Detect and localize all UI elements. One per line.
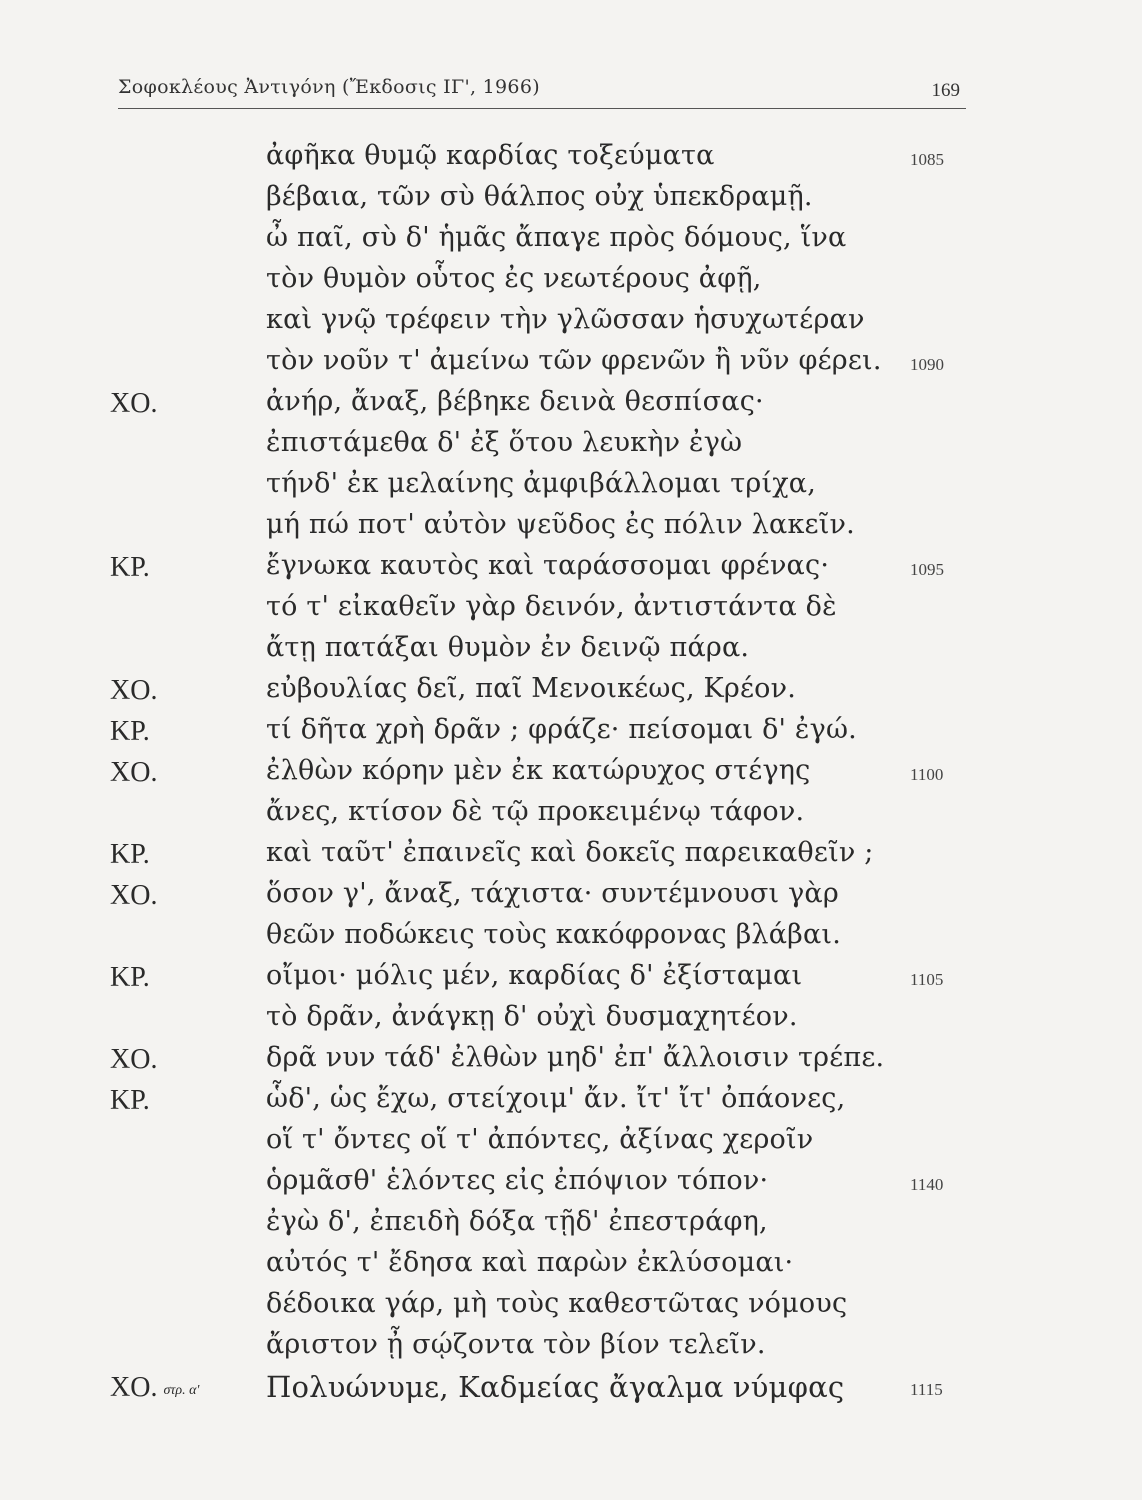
verse-line xyxy=(0,345,1142,385)
verse-line xyxy=(0,796,1142,836)
speaker-label: ΧΟ. xyxy=(110,1044,158,1075)
verse-line xyxy=(0,878,1142,918)
verse-line xyxy=(0,1370,1142,1410)
verse-line-text: τί δῆτα χρὴ δρᾶν ; φράζε· πείσομαι δ' ἐγώ. xyxy=(266,714,857,745)
speaker-label: ΚΡ. xyxy=(110,962,150,993)
verse-line xyxy=(0,755,1142,795)
verse-line-text: Πολυώνυμε, Καδμείας ἄγαλμα νύμφας xyxy=(266,1370,845,1404)
verse-line-text: ἄνες, κτίσον δὲ τῷ προκειμένῳ τάφον. xyxy=(266,796,805,827)
verse-line xyxy=(0,1247,1142,1287)
verse-line-text: ἐγὼ δ', ἐπειδὴ δόξα τῇδ' ἐπεστράφη, xyxy=(266,1206,768,1237)
speaker-label: ΧΟ. xyxy=(110,675,158,706)
verse-line xyxy=(0,1083,1142,1123)
verse-line-text: ἐπιστάμεθα δ' ἐξ ὅτου λευκὴν ἐγὼ xyxy=(266,427,743,458)
verse-line xyxy=(0,427,1142,467)
verse-line-text: ἐλθὼν κόρην μὲν ἐκ κατώρυχος στέγης xyxy=(266,755,811,786)
verse-line-text: τήνδ' ἐκ μελαίνης ἀμφιβάλλομαι τρίχα, xyxy=(266,468,817,499)
verse-line xyxy=(0,960,1142,1000)
verse-line xyxy=(0,1165,1142,1205)
verse-line-text: ὅσον γ', ἄναξ, τάχιστα· συντέμνουσι γὰρ xyxy=(266,878,839,909)
verse-line-text: οἵ τ' ὄντες οἵ τ' ἀπόντες, ἀξίνας χεροῖν xyxy=(266,1124,814,1155)
speaker-label: ΧΟ. xyxy=(110,880,158,911)
verse-line-text: ἔγνωκα καυτὸς καὶ ταράσσομαι φρένας· xyxy=(266,550,830,581)
speaker-label: ΚΡ. xyxy=(110,839,150,870)
speaker-label: ΚΡ. xyxy=(110,716,150,747)
verse-line-text: τὸ δρᾶν, ἀνάγκῃ δ' οὐχὶ δυσμαχητέον. xyxy=(266,1001,798,1032)
verse-line xyxy=(0,837,1142,877)
verse-line-text: τὸν νοῦν τ' ἀμείνω τῶν φρενῶν ἢ νῦν φέρει. xyxy=(266,345,882,376)
verse-line-text: δέδοικα γάρ, μὴ τοὺς καθεστῶτας νόμους xyxy=(266,1288,848,1319)
verse-line xyxy=(0,1124,1142,1164)
verse-line-text: βέβαια, τῶν σὺ θάλπος οὐχ ὑπεκδραμῇ. xyxy=(266,181,813,212)
verse-line xyxy=(0,632,1142,672)
verse-line xyxy=(0,1001,1142,1041)
verse-line-text: τὸν θυμὸν οὗτος ἐς νεωτέρους ἀφῇ, xyxy=(266,263,762,294)
verse-line xyxy=(0,673,1142,713)
verse-line xyxy=(0,263,1142,303)
verse-line-text: καὶ γνῷ τρέφειν τὴν γλῶσσαν ἡσυχωτέραν xyxy=(266,304,865,335)
line-number: 1100 xyxy=(910,765,944,784)
line-number: 1115 xyxy=(910,1380,943,1399)
verse-line xyxy=(0,1288,1142,1328)
verse-line xyxy=(0,714,1142,754)
verse-line-text: ἀφῆκα θυμῷ καρδίας τοξεύματα xyxy=(266,140,715,171)
verse-line-text: οἴμοι· μόλις μέν, καρδίας δ' ἐξίσταμαι xyxy=(266,960,803,991)
running-title: Σοφοκλέους Ἀντιγόνη (Ἔκδοσις ΙΓ', 1966) xyxy=(118,76,540,98)
speaker-group xyxy=(110,1372,199,1404)
verse-line-text: καὶ ταῦτ' ἐπαινεῖς καὶ δοκεῖς παρεικαθεῖν ; xyxy=(266,837,874,868)
verse-line xyxy=(0,1329,1142,1369)
verse-line-text: τό τ' εἰκαθεῖν γὰρ δεινόν, ἀντιστάντα δὲ xyxy=(266,591,837,622)
verse-line-text: μή πώ ποτ' αὐτὸν ψεῦδος ἐς πόλιν λακεῖν. xyxy=(266,509,855,540)
verse-line-text: αὐτός τ' ἔδησα καὶ παρὼν ἐκλύσομαι· xyxy=(266,1247,794,1278)
verse-line-text: ἄριστον ᾖ σῴζοντα τὸν βίον τελεῖν. xyxy=(266,1329,766,1360)
verse-line-text: δρᾶ νυν τάδ' ἐλθὼν μηδ' ἐπ' ἄλλοισιν τρέπε. xyxy=(266,1042,885,1073)
line-number: 1085 xyxy=(910,150,944,169)
line-number: 1090 xyxy=(910,355,944,374)
verse-line xyxy=(0,222,1142,262)
verse-line xyxy=(0,181,1142,221)
verse-line-text: ἄτῃ πατάξαι θυμὸν ἐν δεινῷ πάρα. xyxy=(266,632,750,663)
strophe-label: στρ. α' xyxy=(163,1383,200,1398)
speaker-label: ΧΟ. xyxy=(110,1372,158,1403)
verse-line-text: ὦ παῖ, σὺ δ' ἡμᾶς ἄπαγε πρὸς δόμους, ἵνα xyxy=(266,222,847,253)
running-header xyxy=(118,72,966,109)
verse-line-text: θεῶν ποδώκεις τοὺς κακόφρονας βλάβαι. xyxy=(266,919,841,950)
line-number: 1140 xyxy=(910,1175,944,1194)
line-number: 1095 xyxy=(910,560,944,579)
speaker-label: ΧΟ. xyxy=(110,388,158,419)
verse-line xyxy=(0,509,1142,549)
page-number: 169 xyxy=(931,80,960,101)
verse-line-text: ἀνήρ, ἄναξ, βέβηκε δεινὰ θεσπίσας· xyxy=(266,386,764,417)
verse-line xyxy=(0,1042,1142,1082)
verse-line xyxy=(0,304,1142,344)
verse-line xyxy=(0,468,1142,508)
speaker-label: ΧΟ. xyxy=(110,757,158,788)
speaker-label: ΚΡ. xyxy=(110,1085,150,1116)
verse-line-text: ὁρμᾶσθ' ἑλόντες εἰς ἐπόψιον τόπον· xyxy=(266,1165,769,1196)
verse-line xyxy=(0,550,1142,590)
verse-line xyxy=(0,591,1142,631)
verse-line-text: ὧδ', ὡς ἔχω, στείχοιμ' ἄν. ἴτ' ἴτ' ὀπάονες, xyxy=(266,1083,846,1114)
verse-line xyxy=(0,140,1142,180)
verse-line xyxy=(0,386,1142,426)
line-number: 1105 xyxy=(910,970,944,989)
verse-line xyxy=(0,1206,1142,1246)
verse-line xyxy=(0,919,1142,959)
speaker-label: ΚΡ. xyxy=(110,552,150,583)
verse-line-text: εὐβουλίας δεῖ, παῖ Μενοικέως, Κρέον. xyxy=(266,673,796,704)
